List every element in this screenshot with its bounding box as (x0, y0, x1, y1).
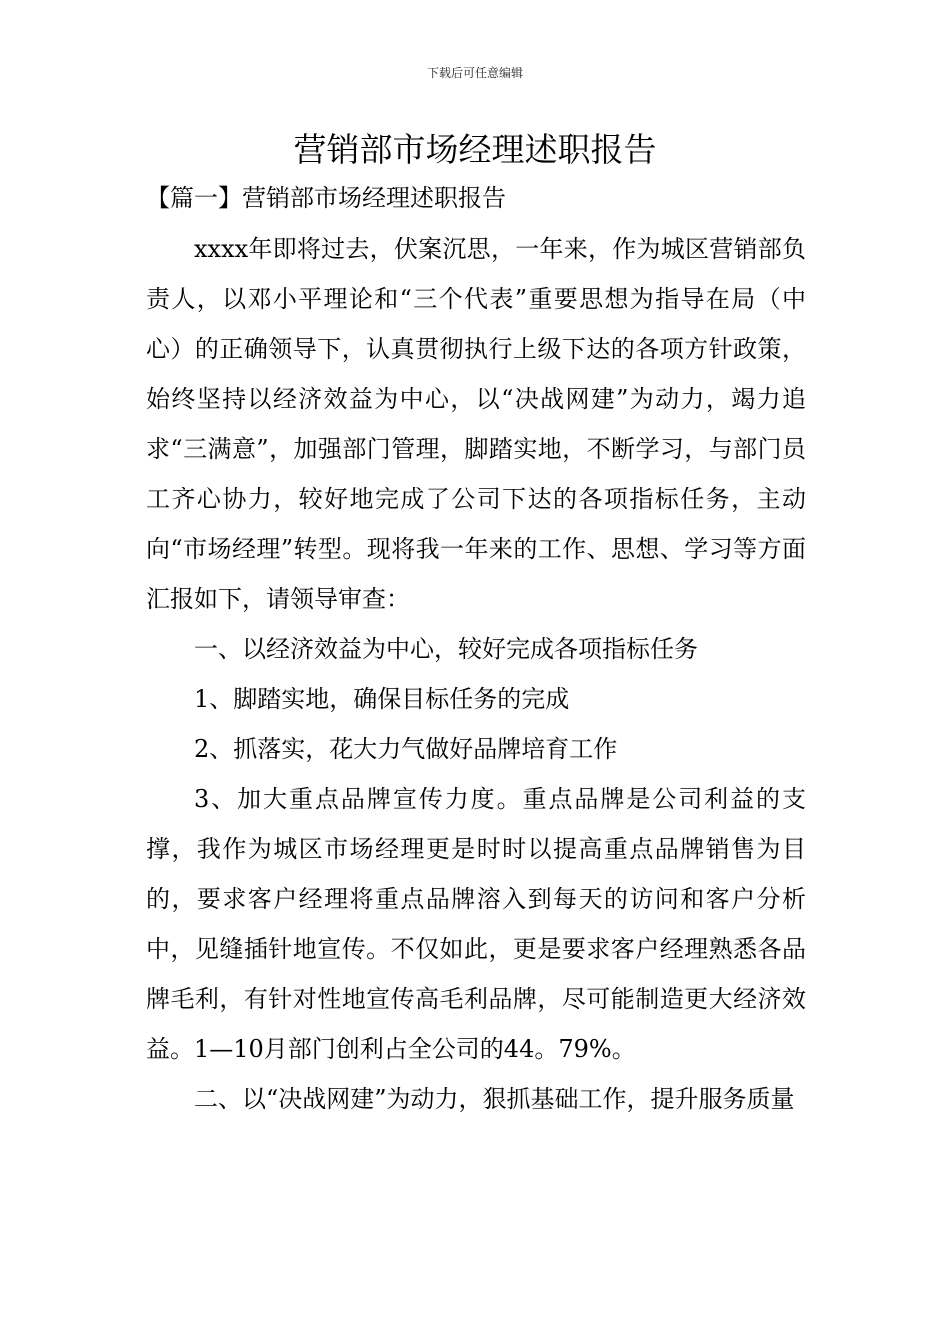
paragraph-item-3: 3、加大重点品牌宣传力度。重点品牌是公司利益的支撑，我作为城区市场经理更是时时以提高重点品牌销售为目的，要求客户经理将重点品牌溶入到每天的访问和客户分析中，见缝插针地宣传。不仅如此，更是要求客户经理熟悉各品牌毛利，有针对性地宣传高毛利品牌，尽可能制造更大经济效益。1—10月部门创利占全公司的44。79%。 (146, 785, 806, 1063)
paragraph-item-1: 1、脚踏实地，确保目标任务的完成 (194, 685, 570, 713)
header-note: 下载后可任意编辑 (426, 66, 523, 80)
paragraph-intro: xxxx年即将过去，伏案沉思，一年来，作为城区营销部负责人，以邓小平理论和“三个代表”重要思想为指导在局（中心）的正确领导下，认真贯彻执行上级下达的各项方针政策，始终坚持以经济效益为中心，以“决战网建”为动力，竭力追求“三满意”，加强部门管理，脚踏实地，不断学习，与部门员工齐心协力，较好地完成了公司下达的各项指标任务，主动向“市场经理”转型。现将我一年来的工作、思想、学习等方面汇报如下，请领导审查： (146, 235, 806, 613)
section-heading: 【篇一】营销部市场经理述职报告 (146, 184, 506, 212)
paragraph-heading-one: 一、以经济效益为中心，较好完成各项指标任务 (194, 635, 698, 663)
document-title: 营销部市场经理述职报告 (293, 130, 657, 169)
document-body (146, 224, 806, 1124)
paragraph-item-2: 2、抓落实，花大力气做好品牌培育工作 (194, 735, 618, 763)
paragraph-heading-two: 二、以“决战网建”为动力，狠抓基础工作，提升服务质量 (194, 1085, 795, 1113)
